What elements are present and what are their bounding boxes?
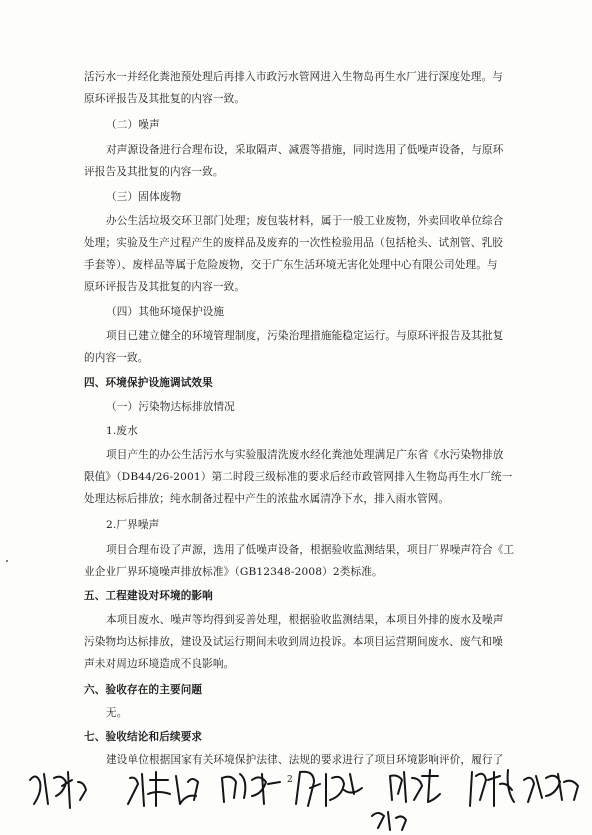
text-line: 声未对周边环境造成不良影响。 bbox=[84, 658, 235, 670]
section-heading: （二）噪声 bbox=[106, 119, 160, 131]
text-line: 项目已建立健全的环境管理制度，污染治理措施能稳定运行。与原环评报告及其批复 bbox=[106, 330, 504, 342]
text-line: 无。 bbox=[106, 707, 128, 719]
section-heading: （三）固体废物 bbox=[106, 191, 182, 203]
chapter-heading: 四、环境保护设施调试效果 bbox=[84, 377, 213, 389]
text-line: 项目合理布设了声源，选用了低噪声设备，根据验收监测结果，项目厂界噪声符合《工 bbox=[106, 544, 515, 556]
signature-3 bbox=[222, 774, 280, 804]
signature-8 bbox=[524, 774, 578, 802]
chapter-heading: 七、验收结论和后续要求 bbox=[84, 731, 203, 743]
text-line: 评报告及其批复的内容一致。 bbox=[84, 166, 224, 178]
signature-4 bbox=[296, 772, 362, 806]
section-heading: （四）其他环境保护设施 bbox=[106, 306, 225, 318]
text-line: 原环评报告及其批复的内容一致。 bbox=[84, 93, 246, 105]
text-line: 业企业厂界环境噪声排放标准》（GB12348-2008）2类标准。 bbox=[84, 566, 383, 578]
section-heading: （一）污染物达标排放情况 bbox=[106, 401, 235, 413]
chapter-heading: 五、工程建设对环境的影响 bbox=[84, 590, 213, 602]
signature-7 bbox=[470, 770, 514, 806]
text-line: 本项目废水、噪声等均得到妥善处理，根据验收监测结果，本项目外排的废水及噪声 bbox=[106, 614, 504, 626]
text-line: 手套等）、废样品等属于危险废物，交于广东生活环境无害化处理中心有限公司处理。与 bbox=[84, 259, 498, 271]
signature-1 bbox=[30, 772, 86, 808]
signature-5 bbox=[372, 812, 406, 830]
page-number: 2 bbox=[287, 775, 293, 785]
text-line: 原环评报告及其批复的内容一致。 bbox=[84, 281, 246, 293]
text-line: 处理达标后排放；纯水制备过程中产生的浓盐水属清净下水，排入雨水管网。 bbox=[84, 493, 450, 505]
text-line: 的内容一致。 bbox=[84, 352, 149, 364]
text-line: 对声源设备进行合理布设，采取隔声、减震等措施，同时选用了低噪声设备，与原环 bbox=[106, 144, 504, 156]
signature-2 bbox=[128, 772, 198, 806]
subsection-heading: 2.厂界噪声 bbox=[106, 519, 160, 531]
text-line: 处理；实验及生产过程产生的废样品及废弃的一次性检验用品（包括枪头、试剂管、乳胶 bbox=[84, 237, 504, 249]
text-line: 建设单位根据国家有关环境保护法律、法规的要求进行了项目环境影响评价，履行了 bbox=[106, 754, 504, 766]
text-line: 项目产生的办公生活污水与实验服清洗废水经化粪池处理满足广东省《水污染物排放 bbox=[106, 449, 504, 461]
handwritten-signatures bbox=[0, 760, 592, 835]
text-line: 办公生活垃圾交环卫部门处理；废包装材料，属于一般工业废物，外卖回收单位综合 bbox=[106, 215, 504, 227]
subsection-heading: 1.废水 bbox=[106, 425, 138, 437]
text-line: 限值》（DB44/26-2001）第二时段三级标准的要求后经市政管网排入生物岛再生水厂统一 bbox=[84, 471, 513, 483]
scan-speck bbox=[6, 560, 8, 562]
signature-6 bbox=[390, 770, 440, 802]
chapter-heading: 六、验收存在的主要问题 bbox=[84, 684, 203, 696]
text-line: 活污水一并经化粪池预处理后再排入市政污水管网进入生物岛再生水厂进行深度处理。与 bbox=[84, 71, 504, 83]
text-line: 污染物均达标排放，建设及试运行期间未收到周边投诉。本项目运营期间废水、废气和噪 bbox=[84, 636, 504, 648]
